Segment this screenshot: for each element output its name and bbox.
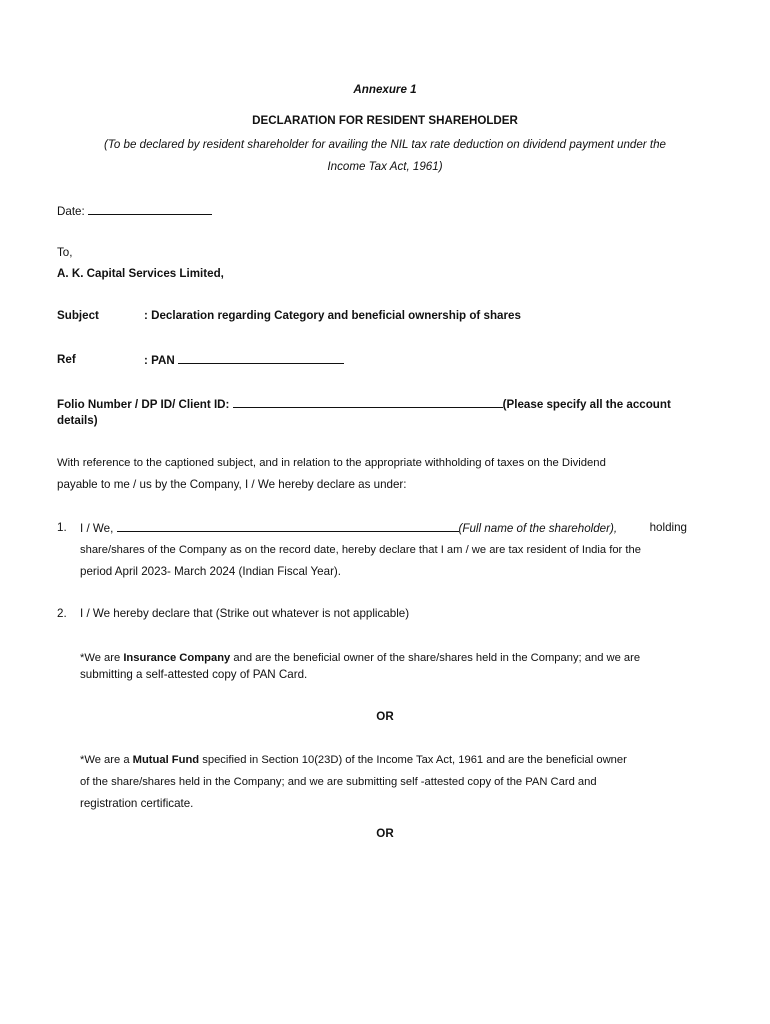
option-insurance-line-1	[80, 650, 640, 666]
option-insurance-bold: Insurance Company	[123, 652, 231, 664]
folio-label: Folio Number / DP ID/ Client ID:	[57, 398, 230, 411]
option-mutual-fund-line-1	[80, 752, 627, 768]
item-1-holding: holding	[649, 521, 687, 534]
intro-line-2: payable to me / us by the Company, I / We hereby declare as under:	[57, 478, 407, 491]
item-1-fullname-note: (Full name of the shareholder),	[458, 522, 618, 535]
date-label: Date:	[57, 205, 85, 218]
item-1-number: 1.	[57, 521, 67, 534]
option-mutual-fund-bold: Mutual Fund	[132, 754, 200, 766]
subtitle-line-1: (To be declared by resident shareholder for availing the NIL tax rate deduction on dividend payment under the	[103, 138, 666, 151]
pan-blank-field[interactable]	[178, 352, 344, 364]
or-separator-1: OR	[376, 710, 394, 723]
item-1-line-1	[80, 520, 687, 537]
subtitle-line-2: Income Tax Act, 1961)	[327, 160, 443, 173]
item-1-prefix: I / We,	[80, 522, 114, 535]
folio-blank-field[interactable]	[233, 396, 503, 408]
option-insurance-pre: *We are	[80, 652, 124, 664]
addressee-company: A. K. Capital Services Limited,	[57, 267, 224, 280]
shareholder-name-blank-field[interactable]	[117, 520, 459, 532]
salutation-to: To,	[57, 246, 73, 259]
option-mutual-fund-pre: *We are a	[80, 754, 133, 766]
item-2-number: 2.	[57, 607, 67, 620]
date-row	[57, 203, 212, 220]
folio-note: (Please specify all the account	[502, 398, 671, 411]
annexure-heading: Annexure 1	[353, 83, 417, 96]
subject-value: : Declaration regarding Category and beneficial ownership of shares	[144, 309, 521, 322]
item-1-line-2: share/shares of the Company as on the record date, hereby declare that I am / we are tax resident of India for the	[80, 544, 641, 556]
or-separator-2: OR	[376, 827, 394, 840]
date-blank-field[interactable]	[88, 203, 212, 215]
ref-label: Ref	[57, 353, 76, 366]
folio-row	[57, 396, 687, 413]
subject-label: Subject	[57, 309, 99, 322]
intro-line-1: With reference to the captioned subject, and in relation to the appropriate withholding of taxes on the Dividend	[57, 457, 606, 469]
ref-row	[144, 352, 344, 369]
item-1-line-3: period April 2023- March 2024 (Indian Fiscal Year).	[80, 565, 342, 578]
option-mutual-fund-line-3: registration certificate.	[80, 797, 194, 810]
option-insurance-post: and are the beneficial owner of the share/shares held in the Company; and we are	[230, 652, 641, 664]
option-mutual-fund-post: specified in Section 10(23D) of the Income Tax Act, 1961 and are the beneficial owner	[199, 754, 627, 766]
option-mutual-fund-line-2: of the share/shares held in the Company; and we are submitting self -attested copy of the PAN Card and	[80, 776, 597, 788]
option-insurance-line-2: submitting a self-attested copy of PAN Card.	[80, 668, 308, 681]
item-2-text: I / We hereby declare that (Strike out whatever is not applicable)	[80, 607, 410, 620]
folio-note-continued: details)	[57, 414, 98, 427]
ref-pan-label: : PAN	[144, 354, 175, 367]
document-title: DECLARATION FOR RESIDENT SHAREHOLDER	[252, 114, 518, 127]
